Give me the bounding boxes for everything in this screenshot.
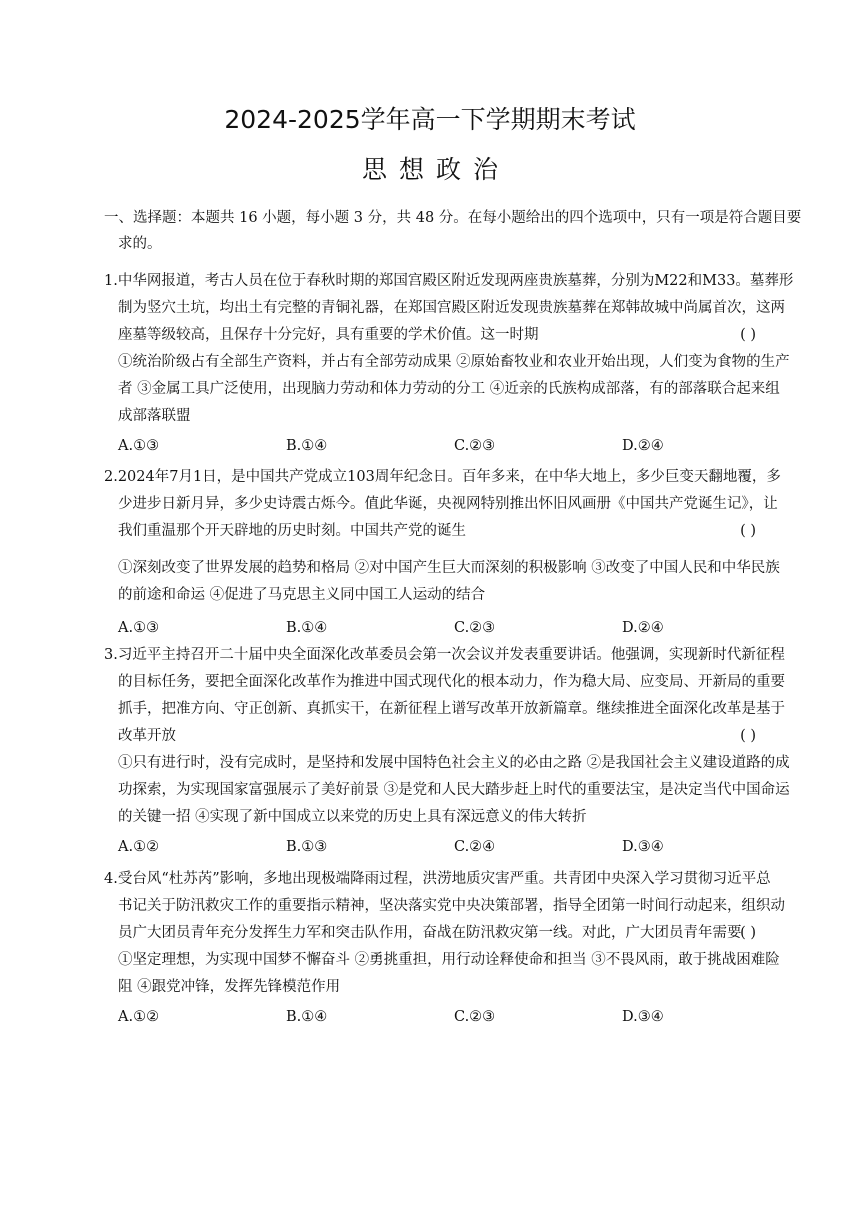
question-stem-line: 少进步日新月异，多少史诗震古烁今。值此华诞，央视网特别推出怀旧风画册《中国共产党诞生记》，让 [118, 496, 778, 512]
option-d: D.②④ [622, 438, 664, 454]
statement-line: 的关键一招 ④实现了新中国成立以来党的历史上具有深远意义的伟大转折 [118, 809, 587, 825]
question-stem-text: 座墓等级较高，且保存十分完好，具有重要的学术价值。这一时期 [118, 327, 539, 343]
option-c: C.②③ [454, 438, 496, 454]
option-b: B.①④ [286, 438, 328, 454]
statement-line: ①只有进行时，没有完成时，是坚持和发展中国特色社会主义的必由之路 ②是我国社会主义建设道路的成 [118, 755, 790, 771]
statement-line: 的前途和命运 ④促进了马克思主义同中国工人运动的结合 [118, 587, 486, 603]
section-heading [104, 205, 802, 257]
question-stem-line: 1.中华网报道，考古人员在位于春秋时期的郑国宫殿区附近发现两座贵族墓葬，分别为M22和M33。墓葬形 [104, 273, 794, 289]
answer-blank: ( ) [740, 728, 756, 744]
question-stem-text: 员广大团员青年充分发挥生力军和突击队作用，奋战在防汛救灾第一线。对此，广大团员青年需要 [118, 925, 742, 941]
option-d: D.③④ [622, 1009, 664, 1025]
statement-line: 者 ③金属工具广泛使用，出现脑力劳动和体力劳动的分工 ④近亲的氏族构成部落，有的部落联合起来组 [118, 381, 780, 397]
statement-line: 成部落联盟 [118, 408, 191, 424]
question-stem-text: 我们重温那个开天辟地的历史时刻。中国共产党的诞生 [118, 523, 466, 539]
answer-blank: ( ) [740, 925, 756, 941]
option-b: B.①③ [286, 839, 328, 855]
option-a: A.①③ [118, 438, 160, 454]
question-stem-line: 的目标任务，要把全面深化改革作为推进中国式现代化的根本动力，作为稳大局、应变局、开新局的重要 [118, 674, 785, 690]
options-row [104, 834, 764, 861]
question-stem-line [104, 920, 764, 947]
question-stem-line: 4.受台风“杜苏芮”影响，多地出现极端降雨过程，洪涝地质灾害严重。共青团中央深入学习贯彻习近平总 [104, 871, 771, 887]
option-b: B.①④ [286, 1009, 328, 1025]
question-stem-line [104, 518, 764, 545]
statement-line: 阻 ④跟党冲锋，发挥先锋模范作用 [118, 979, 341, 995]
statement-line: ①深刻改变了世界发展的趋势和格局 ②对中国产生巨大而深刻的积极影响 ③改变了中国人民和中华民族 [118, 560, 780, 576]
question-stem-line: 改革开放 [118, 728, 176, 744]
options-row [104, 433, 764, 460]
statement-line: ①坚定理想，为实现中国梦不懈奋斗 ②勇挑重担，用行动诠释使命和担当 ③不畏风雨，敢于挑战困难险 [118, 952, 780, 968]
section-instruction-line: 求的。 [118, 236, 162, 252]
option-d: D.③④ [622, 839, 664, 855]
subject-title: 思想政治 [361, 155, 510, 184]
answer-blank: ( ) [740, 523, 756, 539]
question-2 [104, 464, 781, 642]
question-stem-line: 书记关于防汛救灾工作的重要指示精神，坚决落实党中央决策部署，指导全团第一时间行动起来，组织动 [118, 898, 785, 914]
question-1 [104, 268, 794, 460]
question-stem-line: 抓手，把准方向、守正创新、真抓实干，在新征程上谱写改革开放新篇章。继续推进全面深化改革是基于 [118, 701, 785, 717]
option-a: A.①③ [118, 620, 160, 636]
option-a: A.①② [118, 1009, 160, 1025]
statement-line: 功探索，为实现国家富强展示了美好前景 ③是党和人民大踏步赶上时代的重要法宝，是决定当代中国命运 [118, 782, 790, 798]
question-stem-line: 2.2024年7月1日，是中国共产党成立103周年纪念日。百年多来，在中华大地上，多少巨变天翻地覆，多 [104, 469, 781, 485]
answer-blank-line [104, 723, 764, 750]
question-stem-line: 3.习近平主持召开二十届中央全面深化改革委员会第一次会议并发表重要讲话。他强调，实现新时代新征程 [104, 647, 785, 663]
option-c: C.②④ [454, 839, 496, 855]
option-b: B.①④ [286, 620, 328, 636]
option-c: C.②③ [454, 620, 496, 636]
option-c: C.②③ [454, 1009, 496, 1025]
question-stem-line: 制为竖穴土坑，均出土有完整的青铜礼器，在郑国宫殿区附近发现贵族墓葬在郑韩故城中尚属首次，这两 [118, 300, 785, 316]
exam-title: 2024-2025学年高一下学期期末考试 [224, 105, 636, 134]
question-3 [104, 642, 790, 861]
options-row [104, 1004, 764, 1031]
options-row [104, 615, 764, 642]
answer-blank: ( ) [740, 327, 756, 343]
option-d: D.②④ [622, 620, 664, 636]
question-stem-line [104, 322, 764, 349]
option-a: A.①② [118, 839, 160, 855]
statement-line: ①统治阶级占有全部生产资料，并占有全部劳动成果 ②原始畜牧业和农业开始出现，人们变为食物的生产 [118, 354, 790, 370]
question-4 [104, 866, 785, 1031]
section-instruction-line: 一、选择题：本题共 16 小题，每小题 3 分，共 48 分。在每小题给出的四个选项中，只有一项是符合题目要 [104, 210, 802, 226]
